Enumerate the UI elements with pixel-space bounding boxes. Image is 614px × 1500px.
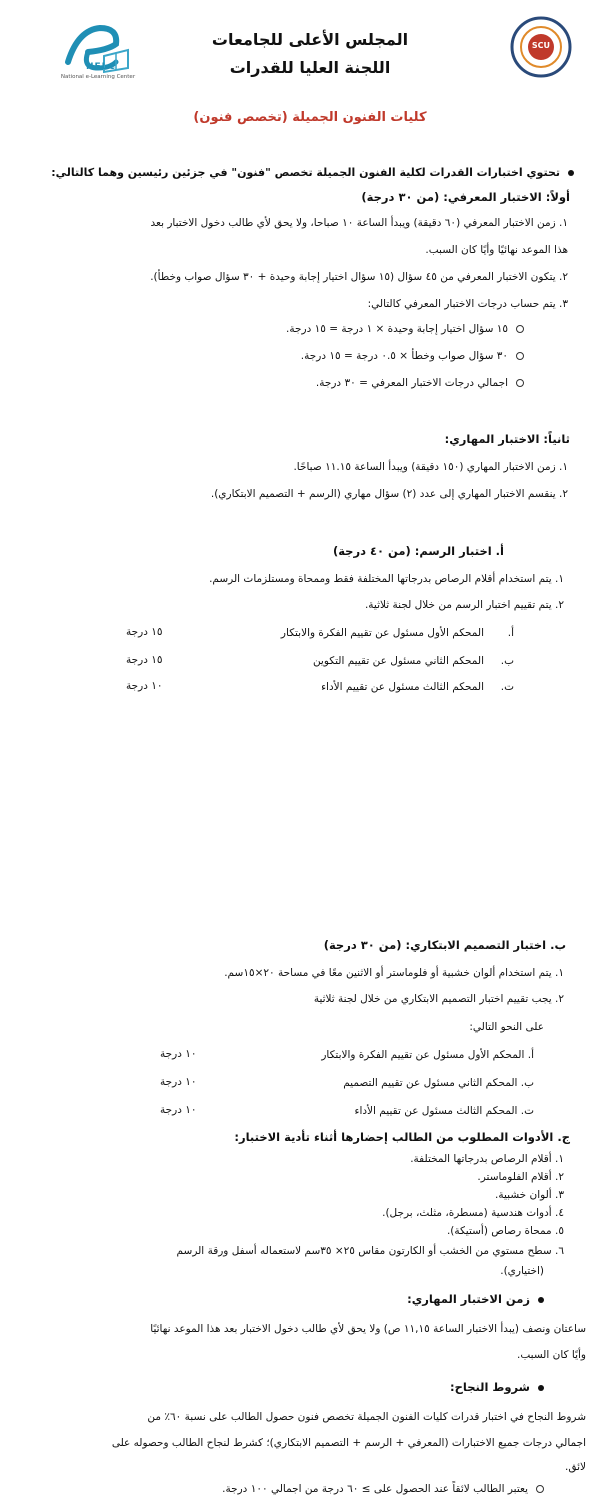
- success-title: شروط النجاح:: [20, 1380, 544, 1394]
- design-item-2-cont: على النحو التالي:: [469, 1021, 544, 1033]
- second-section-title: ثانياً: الاختبار المهاري:: [444, 432, 570, 446]
- calc-item-3: اجمالي درجات الاختبار المعرفي = ٣٠ درجة.: [20, 376, 524, 390]
- design-judge-3: ت. المحكم الثالث مسئول عن تقييم الأداء: [354, 1105, 534, 1117]
- drawing-judge-3: ت.المحكم الثالث مسئول عن تقييم الأداء: [321, 681, 514, 693]
- success-bullet: يعتبر الطالب لائقاً عند الحصول على ≥ ٦٠ درجة من اجمالي ١٠٠ درجة.: [20, 1482, 544, 1496]
- first-item-2: ٢. يتكون الاختبار المعرفي من ٤٥ سؤال (١٥ سؤال اختيار إجابة وحيدة + ٣٠ سؤال صواب وخطأ).: [150, 271, 568, 283]
- circle-bullet-icon: [516, 379, 524, 387]
- design-judge-1-points: ١٠ درجة: [160, 1048, 197, 1060]
- success-line-2: اجمالي درجات جميع الاختبارات (المعرفي + الرسم + التصميم الابتكاري)؛ كشرط لنجاح الطالب وحصوله على: [111, 1437, 586, 1449]
- first-item-1: ١. زمن الاختبار المعرفي (٦٠ دقيقة) ويبدأ الساعة ١٠ صباحا، ولا يحق لأي طالب دخول الاختبار بعد: [150, 217, 568, 229]
- bullet-icon: [538, 1385, 544, 1391]
- circle-bullet-icon: [536, 1485, 544, 1493]
- tool-1: ١. أقلام الرصاص بدرجاتها المختلفة.: [410, 1153, 564, 1165]
- design-title: ب. اختبار التصميم الابتكاري: (من ٣٠ درجة): [323, 938, 566, 952]
- design-judge-3-points: ١٠ درجة: [160, 1104, 197, 1116]
- drawing-item-2: ٢. يتم تقييم اختبار الرسم من خلال لجنة ثلاثية.: [364, 599, 564, 611]
- bullet-icon: [568, 170, 574, 176]
- page-subtitle: كليات الفنون الجميلة (تخصص فنون): [193, 110, 427, 125]
- drawing-judge-1-points: ١٥ درجة: [126, 626, 163, 638]
- drawing-title: أ. اختبار الرسم: (من ٤٠ درجة): [332, 544, 504, 558]
- first-item-1-cont: هذا الموعد نهائيًا وأيًا كان السبب.: [425, 244, 568, 256]
- nelc-name: National e-Learning Center: [60, 74, 136, 80]
- drawing-judge-2: ب.المحكم الثاني مسئول عن تقييم التكوين: [312, 655, 514, 667]
- design-judge-2: ب. المحكم الثاني مسئول عن تقييم التصميم: [343, 1077, 534, 1089]
- skill-time-title: زمن الاختبار المهاري:: [20, 1292, 544, 1306]
- second-item-2: ٢. ينقسم الاختبار المهاري إلى عدد (٢) سؤال مهاري (الرسم + التصميم الابتكاري).: [210, 488, 568, 500]
- document-body: [20, 0, 586, 1500]
- drawing-judge-3-points: ١٠ درجة: [126, 680, 163, 692]
- scu-abbr: SCU: [531, 41, 551, 50]
- second-item-1: ١. زمن الاختبار المهاري (١٥٠ دقيقة) ويبدأ الساعة ١١.١٥ صباحًا.: [293, 461, 568, 473]
- success-line-3: لائق.: [564, 1461, 586, 1473]
- tool-6: ٦. سطح مستوي من الخشب أو الكارتون مقاس ٢٥× ٣٥سم لاستعماله أسفل ورقة الرسم: [176, 1245, 564, 1257]
- circle-bullet-icon: [516, 325, 524, 333]
- design-judge-2-points: ١٠ درجة: [160, 1076, 197, 1088]
- skill-time-line-2: وأيًا كان السبب.: [517, 1349, 586, 1361]
- header-line-1: المجلس الأعلى للجامعات: [211, 30, 409, 49]
- intro-bullet: [20, 166, 574, 180]
- circle-bullet-icon: [516, 352, 524, 360]
- header-line-2: اللجنة العليا للقدرات: [229, 58, 391, 77]
- drawing-judge-2-points: ١٥ درجة: [126, 654, 163, 666]
- success-line-1: شروط النجاح في اختبار قدرات كليات الفنون الجميلة تخصص فنون حصول الطالب على نسبة ٦٠٪ من: [147, 1411, 586, 1423]
- tools-title: ج. الأدوات المطلوب من الطالب إحضارها أثناء تأدية الاختبار:: [234, 1130, 570, 1144]
- first-section-title: أولاً: الاختبار المعرفي: (من ٣٠ درجة): [361, 190, 570, 204]
- design-judge-1: أ. المحكم الأول مسئول عن تقييم الفكرة والابتكار: [321, 1049, 534, 1061]
- design-item-1: ١. يتم استخدام ألوان خشبية أو فلوماستر أو الاثنين معًا في مساحة ٢٠×١٥سم.: [224, 967, 564, 979]
- calc-item-2: ٣٠ سؤال صواب وخطأ × ٠.٥ درجة = ١٥ درجة.: [20, 349, 524, 363]
- tool-2: ٢. أقلام الفلوماستر.: [477, 1171, 564, 1183]
- drawing-item-1: ١. يتم استخدام أقلام الرصاص بدرجاتها المختلفة فقط وممحاة ومستلزمات الرسم.: [209, 573, 564, 585]
- nelc-abbr: NELC: [86, 62, 117, 72]
- calc-item-1: ١٥ سؤال اختيار إجابة وحيدة × ١ درجة = ١٥ درجة.: [20, 322, 524, 336]
- tool-6-cont: (اختياري).: [500, 1265, 544, 1277]
- tool-5: ٥. ممحاة رصاص (أستيكة).: [446, 1225, 564, 1237]
- skill-time-line-1: ساعتان ونصف (يبدأ الاختبار الساعة ١١,١٥ ص) ولا يحق لأي طالب دخول الاختبار بعد هذا الموعد نهائيًا: [150, 1323, 586, 1335]
- first-item-3: ٣. يتم حساب درجات الاختبار المعرفي كالتالي:: [367, 298, 568, 310]
- intro-text: تحتوي اختبارات القدرات لكلية الفنون الجميلة تخصص "فنون" في جزئين رئيسين وهما كالتالي:: [51, 166, 560, 179]
- drawing-judge-1: أ.المحكم الأول مسئول عن تقييم الفكرة والابتكار: [280, 627, 514, 639]
- bullet-icon: [538, 1297, 544, 1303]
- tool-4: ٤. أدوات هندسية (مسطرة، مثلث، برجل).: [382, 1207, 564, 1219]
- tool-3: ٣. ألوان خشبية.: [495, 1189, 564, 1201]
- design-item-2: ٢. يجب تقييم اختبار التصميم الابتكاري من خلال لجنة ثلاثية: [313, 993, 564, 1005]
